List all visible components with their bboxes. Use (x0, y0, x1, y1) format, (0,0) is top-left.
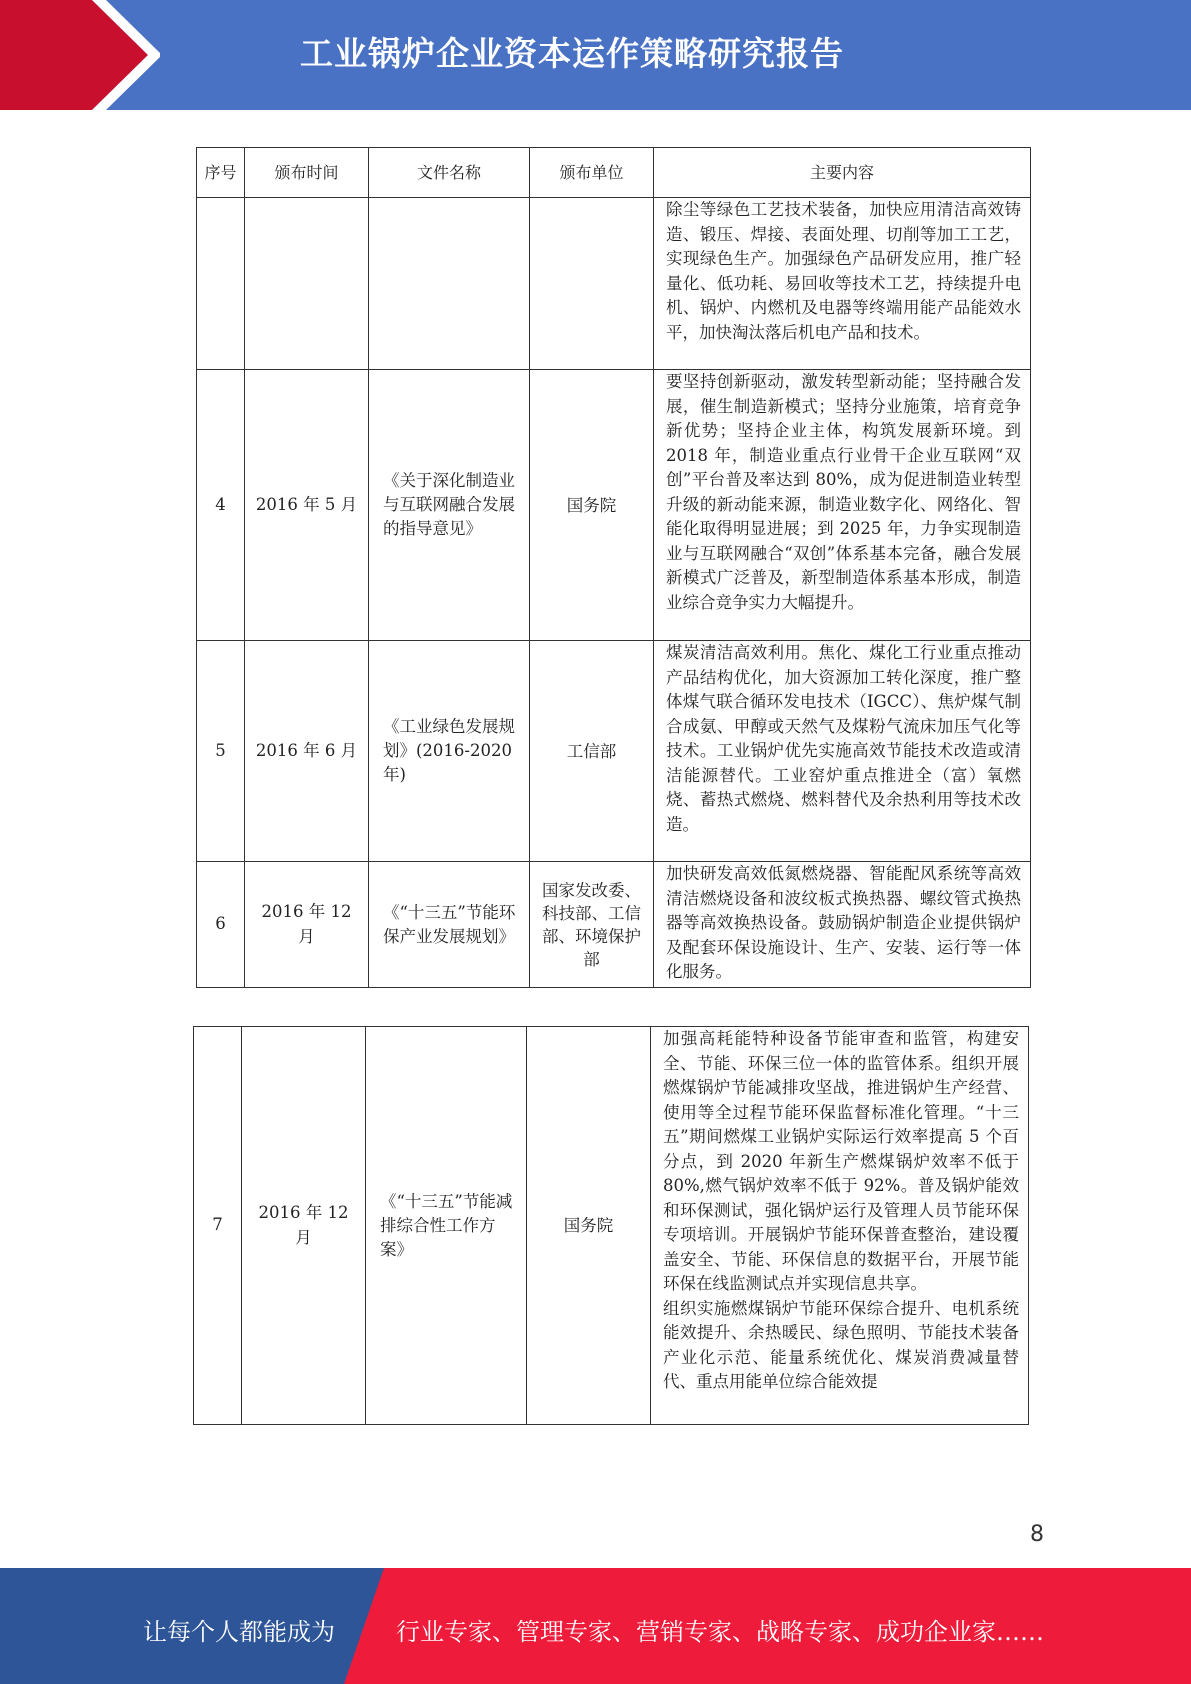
col-header-content: 主要内容 (654, 148, 1031, 198)
table-row (194, 1027, 1029, 1425)
row-no: 4 (197, 370, 245, 641)
row-date: 2016 年 12 月 (245, 862, 369, 988)
row-doc-name: 《“十三五”节能减排综合性工作方案》 (366, 1027, 527, 1425)
row-doc-name (369, 198, 530, 370)
col-header-name: 文件名称 (369, 148, 530, 198)
row-no: 5 (197, 641, 245, 862)
footer-banner (0, 1568, 1191, 1684)
row-date (245, 198, 369, 370)
table-row (197, 370, 1031, 641)
footer-slogan-right: 行业专家、管理专家、营销专家、战略专家、成功企业家…… (396, 1618, 1044, 1646)
row-content: 加快研发高效低氮燃烧器、智能配风系统等高效清洁燃烧设备和波纹板式换热器、螺纹管式换热器等高效换热设备。鼓励锅炉制造企业提供锅炉及配套环保设施设计、生产、安装、运行等一体化服务。 (654, 862, 1031, 988)
row-content: 要坚持创新驱动，激发转型新动能；坚持融合发展，催生制造新模式；坚持分业施策，培育竞争新优势；坚持企业主体，构筑发展新环境。到 2018 年，制造业重点行业骨干企业互联网“双创”平台普及率达到 80%，成为促进制造业转型升级的新动能来源，制造业数字化、网络化、智能化取得明显进展；到 2025 年，力争实现制造业与互联网融合“双创”体系基本完备，融合发展新模式广泛普及，新型制造体系基本形成，制造业综合竞争实力大幅提升。 (654, 370, 1031, 641)
row-date: 2016 年 12 月 (242, 1027, 366, 1425)
row-agency: 工信部 (530, 641, 654, 862)
table-row (197, 641, 1031, 862)
col-header-date: 颁布时间 (245, 148, 369, 198)
page-number: 8 (1030, 1522, 1044, 1547)
row-date: 2016 年 6 月 (245, 641, 369, 862)
row-doc-name: 《关于深化制造业与互联网融合发展的指导意见》 (369, 370, 530, 641)
row-content (651, 1027, 1029, 1425)
row-content-paragraph: 组织实施燃煤锅炉节能环保综合提升、电机系统能效提升、余热暖民、绿色照明、节能技术装备产业化示范、能量系统优化、煤炭消费减量替代、重点用能单位综合能效提 (663, 1298, 1019, 1391)
row-agency: 国务院 (527, 1027, 651, 1425)
row-agency: 国务院 (530, 370, 654, 641)
row-content: 煤炭清洁高效利用。焦化、煤化工行业重点推动产品结构优化，加大资源加工转化深度，推广整体煤气联合循环发电技术（IGCC）、焦炉煤气制合成氨、甲醇或天然气及煤粉气流床加压气化等技术。工业锅炉优先实施高效节能技术改造或清洁能源替代。工业窑炉重点推进全（富）氧燃烧、蓄热式燃烧、燃料替代及余热利用等技术改造。 (654, 641, 1031, 862)
header-arrow-decoration (0, 0, 160, 110)
policy-table-part-2 (193, 1026, 1029, 1425)
table-row (197, 198, 1031, 370)
row-no: 7 (194, 1027, 242, 1425)
row-date: 2016 年 5 月 (245, 370, 369, 641)
footer-slogan-left: 让每个人都能成为 (143, 1618, 335, 1646)
row-doc-name: 《工业绿色发展规划》(2016-2020 年) (369, 641, 530, 862)
row-no (197, 198, 245, 370)
table-header-row (197, 148, 1031, 198)
table-row (197, 862, 1031, 988)
header-banner (0, 0, 1191, 110)
policy-table-part-1 (196, 147, 1031, 988)
report-title: 工业锅炉企业资本运作策略研究报告 (300, 34, 844, 73)
row-no: 6 (197, 862, 245, 988)
row-content-paragraph: 加强高耗能特种设备节能审查和监管，构建安全、节能、环保三位一体的监管体系。组织开展燃煤锅炉节能减排攻坚战，推进锅炉生产经营、使用等全过程节能环保监督标准化管理。“十三五”期间燃煤工业锅炉实际运行效率提高 5 个百分点，到 2020 年新生产燃煤锅炉效率不低于 80%,燃气锅炉效率不低于 92%。普及锅炉能效和环保测试，强化锅炉运行及管理人员节能环保专项培训。开展锅炉节能环保普查整治，建设覆盖安全、节能、环保信息的数据平台，开展节能环保在线监测试点并实现信息共享。 (663, 1029, 1019, 1293)
col-header-no: 序号 (197, 148, 245, 198)
row-agency: 国家发改委、科技部、工信部、环境保护部 (530, 862, 654, 988)
row-content: 除尘等绿色工艺技术装备，加快应用清洁高效铸造、锻压、焊接、表面处理、切削等加工工艺，实现绿色生产。加强绿色产品研发应用，推广轻量化、低功耗、易回收等技术工艺，持续提升电机、锅炉、内燃机及电器等终端用能产品能效水平，加快淘汰落后机电产品和技术。 (654, 198, 1031, 370)
row-agency (530, 198, 654, 370)
row-doc-name: 《“十三五”节能环保产业发展规划》 (369, 862, 530, 988)
col-header-agency: 颁布单位 (530, 148, 654, 198)
